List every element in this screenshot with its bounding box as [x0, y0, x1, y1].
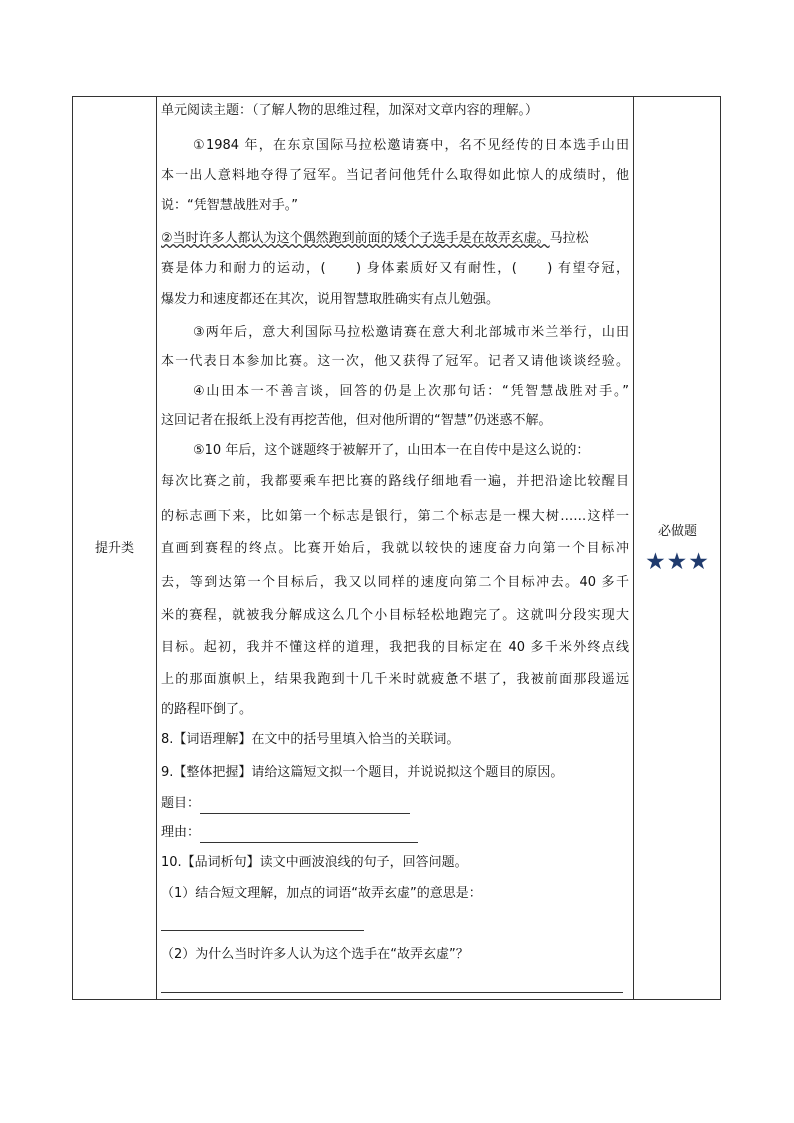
passage-p3-line2: 本一代表日本参加比赛。这一次，他又获得了冠军。记者又请他谈谈经验。 [161, 354, 629, 369]
title-label: 题目： [161, 796, 201, 811]
answer-10-1-blank[interactable] [161, 930, 364, 931]
passage-p2-line2: 赛是体力和耐力的运动，( ) 身体素质好又有耐性，( ) 有望夺冠， [161, 261, 629, 276]
passage-p5-line4: 直画到赛程的终点。比赛开始后，我就以较快的速度奋力向第一个目标冲 [161, 541, 629, 556]
column-divider-left [156, 97, 157, 999]
passage-p1-line3: 说：“凭智慧战胜对手。” [161, 198, 298, 213]
title-blank[interactable] [200, 797, 410, 814]
passage-p5-line8: 上的那面旗帜上，结果我跑到十几千米时就疲惫不堪了，我被前面那段遥远 [161, 672, 629, 687]
question-9: 9.【整体把握】请给这篇短文拟一个题目，并说说拟这个题目的原因。 [161, 765, 564, 780]
question-10: 10.【品词析句】读文中画波浪线的句子，回答问题。 [161, 855, 468, 870]
category-label: 提升类 [94, 541, 134, 556]
passage-p5-line6: 米的赛程，就被我分解成这么几个小目标轻松地跑完了。这就叫分段实现大 [161, 608, 629, 623]
exercise-table [72, 96, 721, 1000]
passage-p4-line1: ④山田本一不善言谈，回答的仍是上次那句话：“凭智慧战胜对手。” [193, 384, 629, 399]
question-10-1: （1）结合短文理解，加点的词语“故弄玄虚”的意思是： [161, 886, 482, 901]
column-divider-right [633, 97, 634, 999]
passage-p3-line1: ③两年后，意大利国际马拉松邀请赛在意大利北部城市米兰举行，山田 [193, 325, 629, 340]
theme-line: 单元阅读主题：（了解人物的思维过程，加深对文章内容的理解。） [161, 103, 539, 118]
passage-p5-line5: 去，等到达第一个目标后，我又以同样的速度向第二个目标冲去。40 多千 [161, 575, 629, 590]
passage-p5-line7: 目标。起初，我并不懂这样的道理，我把我的目标定在 40 多千米外终点线 [161, 640, 629, 655]
requirement-label: 必做题 [657, 524, 697, 539]
wavy-underlined-sentence: ②当时许多人都认为这个偶然跑到前面的矮个子选手是在故弄玄虚。 [161, 231, 550, 246]
passage-p2-line3: 爆发力和速度都还在其次，说用智慧取胜确实有点儿勉强。 [161, 292, 500, 307]
question-8: 8.【词语理解】在文中的括号里填入恰当的关联词。 [161, 732, 460, 747]
passage-p5-line1: ⑤10 年后，这个谜题终于被解开了，山田本一在自传中是这么说的： [193, 443, 590, 458]
reason-blank[interactable] [200, 826, 418, 843]
answer-10-2-blank[interactable] [161, 992, 623, 993]
question-10-2: （2）为什么当时许多人认为这个选手在“故弄玄虚”？ [161, 947, 469, 962]
reason-label: 理由： [161, 825, 201, 840]
passage-p2-line1 [161, 229, 629, 249]
reason-answer-line [161, 823, 629, 843]
passage-p4-line2: 这回记者在报纸上没有再挖苦他，但对他所谓的“智慧”仍迷惑不解。 [161, 413, 552, 428]
passage-p1-line2: 本一出人意料地夺得了冠军。当记者问他凭什么取得如此惊人的成绩时，他 [161, 168, 629, 183]
passage-p5-line9: 的路程吓倒了。 [161, 702, 253, 717]
passage-p5-line2: 每次比赛之前，我都要乘车把比赛的路线仔细地看一遍，并把沿途比较醒目 [161, 474, 629, 489]
passage-p1-line1: ①1984 年，在东京国际马拉松邀请赛中，名不见经传的日本选手山田 [193, 138, 629, 153]
passage-p2-tail: 马拉松 [549, 231, 589, 246]
difficulty-stars: ★★★ [645, 549, 710, 575]
title-answer-line [161, 794, 629, 814]
passage-p5-line3: 的标志画下来，比如第一个标志是银行，第二个标志是一棵大树……这样一 [161, 509, 629, 524]
